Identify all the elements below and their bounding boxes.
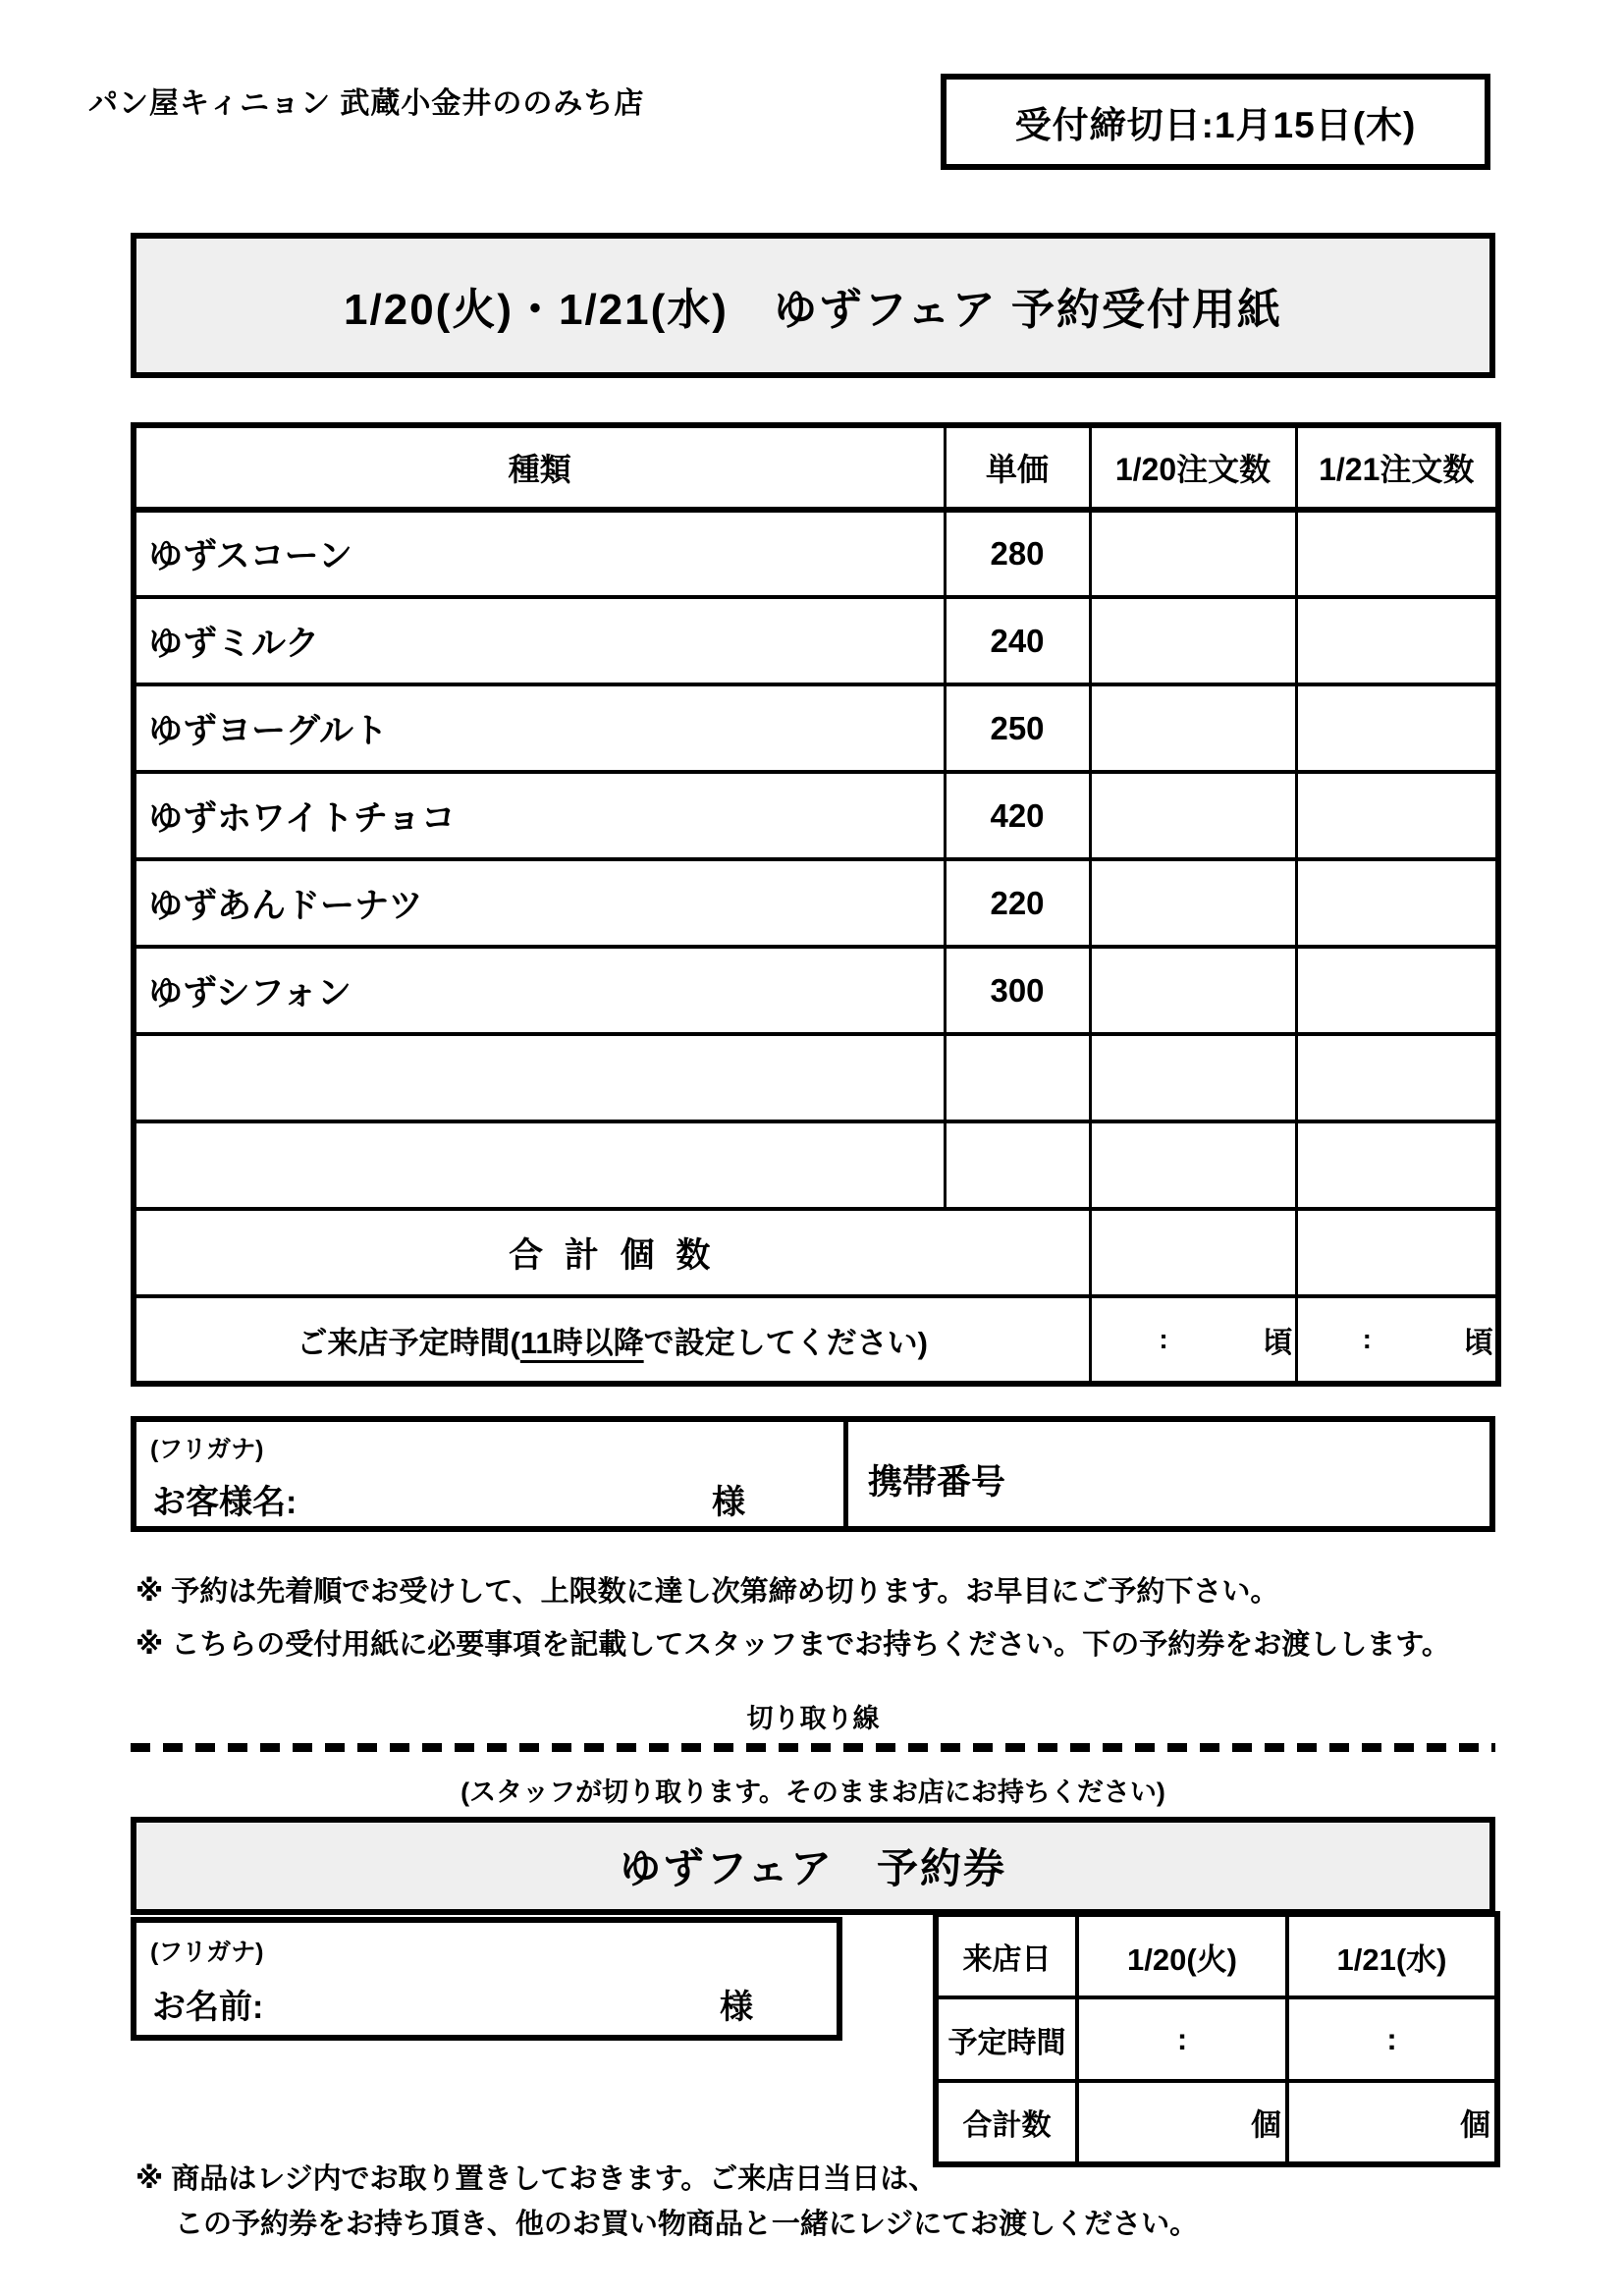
qty-cell-0120 [1090,772,1296,859]
product-name: ゆずシフォン [134,947,945,1034]
product-name: ゆずホワイトチョコ [134,772,945,859]
furigana-label: (フリガナ) [150,1939,264,1966]
table-row [134,947,1498,1034]
form-title: 1/20(火)・1/21(水) ゆずフェア 予約受付用紙 [344,286,1282,334]
deadline-text: 受付締切日:1月15日(木) [1014,105,1417,145]
total-cell-0121 [1296,1209,1498,1296]
product-name [134,1034,945,1121]
qty-cell-0120 [1090,684,1296,772]
qty-cell-0120 [1090,947,1296,1034]
product-name: ゆずあんドーナツ [134,859,945,947]
staff-cut-note: (スタッフが切り取ります。そのままお店にお持ちください) [460,1777,1165,1807]
header-kind: 種類 [134,425,945,510]
total-cell-day1 [1077,2081,1287,2164]
header-price: 単価 [945,425,1090,510]
goro-label: 頃 [1263,1327,1293,1359]
ticket-name-box [131,1917,842,2041]
table-row [134,772,1498,859]
product-price: 300 [945,947,1090,1034]
note-first-come: ※ 予約は先着順でお受けして、上限数に達し次第締め切ります。お早目にご予約下さい。 [135,1576,1279,1608]
unit-label: 個 [1251,2107,1281,2143]
ticket-time-row [936,1997,1497,2081]
store-name: パン屋キィニョン 武蔵小金井ののみち店 [88,87,645,120]
customer-name-cell [136,1422,848,1526]
total-cell-day2 [1287,2081,1497,2164]
product-price: 280 [945,510,1090,597]
product-name [134,1121,945,1209]
day2-cell: 1/21(水) [1287,1914,1497,1997]
ticket-total-row [936,2081,1497,2164]
header-qty-0120: 1/20注文数 [1090,425,1296,510]
visit-time-row [134,1296,1498,1384]
order-table-header-row [134,425,1498,510]
product-price [945,1034,1090,1121]
visit-time-suffix: で設定してください) [643,1325,928,1360]
table-row-empty [134,1121,1498,1209]
day1-cell: 1/20(火) [1077,1914,1287,1997]
visit-time-prefix: ご来店予定時間( [297,1325,520,1360]
table-row [134,684,1498,772]
furigana-label: (フリガナ) [150,1436,264,1463]
total-row [134,1209,1498,1296]
qty-cell-0121 [1296,1034,1498,1121]
customer-name-label: お客様名: [152,1484,298,1521]
qty-cell-0121 [1296,859,1498,947]
qty-cell-0121 [1296,947,1498,1034]
cut-line-label: 切り取り線 [746,1704,880,1733]
product-name: ゆずヨーグルト [134,684,945,772]
qty-cell-0120 [1090,510,1296,597]
ticket-note-line2: この予約券をお持ち頂き、他のお買い物商品と一緒にレジにてお渡しください。 [175,2209,1199,2240]
phone-label: 携帯番号 [868,1463,1006,1502]
table-row [134,597,1498,684]
product-price: 250 [945,684,1090,772]
qty-cell-0121 [1296,510,1498,597]
goro-label: 頃 [1464,1327,1493,1359]
ticket-visit-day-row [936,1914,1497,1997]
time-cell-0120 [1090,1296,1296,1384]
header-qty-0121: 1/21注文数 [1296,425,1498,510]
product-name: ゆずミルク [134,597,945,684]
cut-line-dashes [131,1743,1495,1752]
sama-label: 様 [712,1484,745,1521]
qty-cell-0121 [1296,597,1498,684]
customer-info-box [131,1416,1495,1532]
qty-cell-0120 [1090,859,1296,947]
time-cell-0121 [1296,1296,1498,1384]
order-table [131,422,1501,1387]
sama-label: 様 [720,1989,753,2026]
visit-time-label [134,1296,1090,1384]
time-label: 予定時間 [936,1997,1077,2081]
product-price [945,1121,1090,1209]
form-title-bar [131,233,1495,378]
deadline-box [941,74,1490,170]
time-cell-day1: : [1077,1997,1287,2081]
total-label: 合計数 [936,2081,1077,2164]
total-cell-0120 [1090,1209,1296,1296]
unit-label: 個 [1460,2107,1490,2143]
total-label: 合 計 個 数 [134,1209,1090,1296]
ticket-table [933,1911,1500,2167]
ticket-note-line1: ※ 商品はレジ内でお取り置きしておきます。ご来店日当日は、 [135,2163,938,2195]
visit-time-underlined: 11時以降 [519,1325,644,1360]
qty-cell-0121 [1296,1121,1498,1209]
table-row [134,859,1498,947]
time-cell-day2: : [1287,1997,1497,2081]
table-row-empty [134,1034,1498,1121]
colon: : [1362,1324,1372,1354]
qty-cell-0121 [1296,772,1498,859]
qty-cell-0120 [1090,1034,1296,1121]
qty-cell-0120 [1090,1121,1296,1209]
ticket-title-bar [131,1817,1495,1915]
ticket-name-label: お名前: [152,1989,264,2026]
note-bring-to-staff: ※ こちらの受付用紙に必要事項を記載してスタッフまでお持ちください。下の予約券をお渡しします。 [135,1629,1450,1661]
product-name: ゆずスコーン [134,510,945,597]
phone-cell [848,1422,1489,1526]
product-price: 420 [945,772,1090,859]
qty-cell-0120 [1090,597,1296,684]
product-price: 220 [945,859,1090,947]
table-row [134,510,1498,597]
ticket-title: ゆずフェア 予約券 [620,1845,1006,1891]
qty-cell-0121 [1296,684,1498,772]
colon: : [1159,1324,1168,1354]
product-price: 240 [945,597,1090,684]
visit-day-label: 来店日 [936,1914,1077,1997]
